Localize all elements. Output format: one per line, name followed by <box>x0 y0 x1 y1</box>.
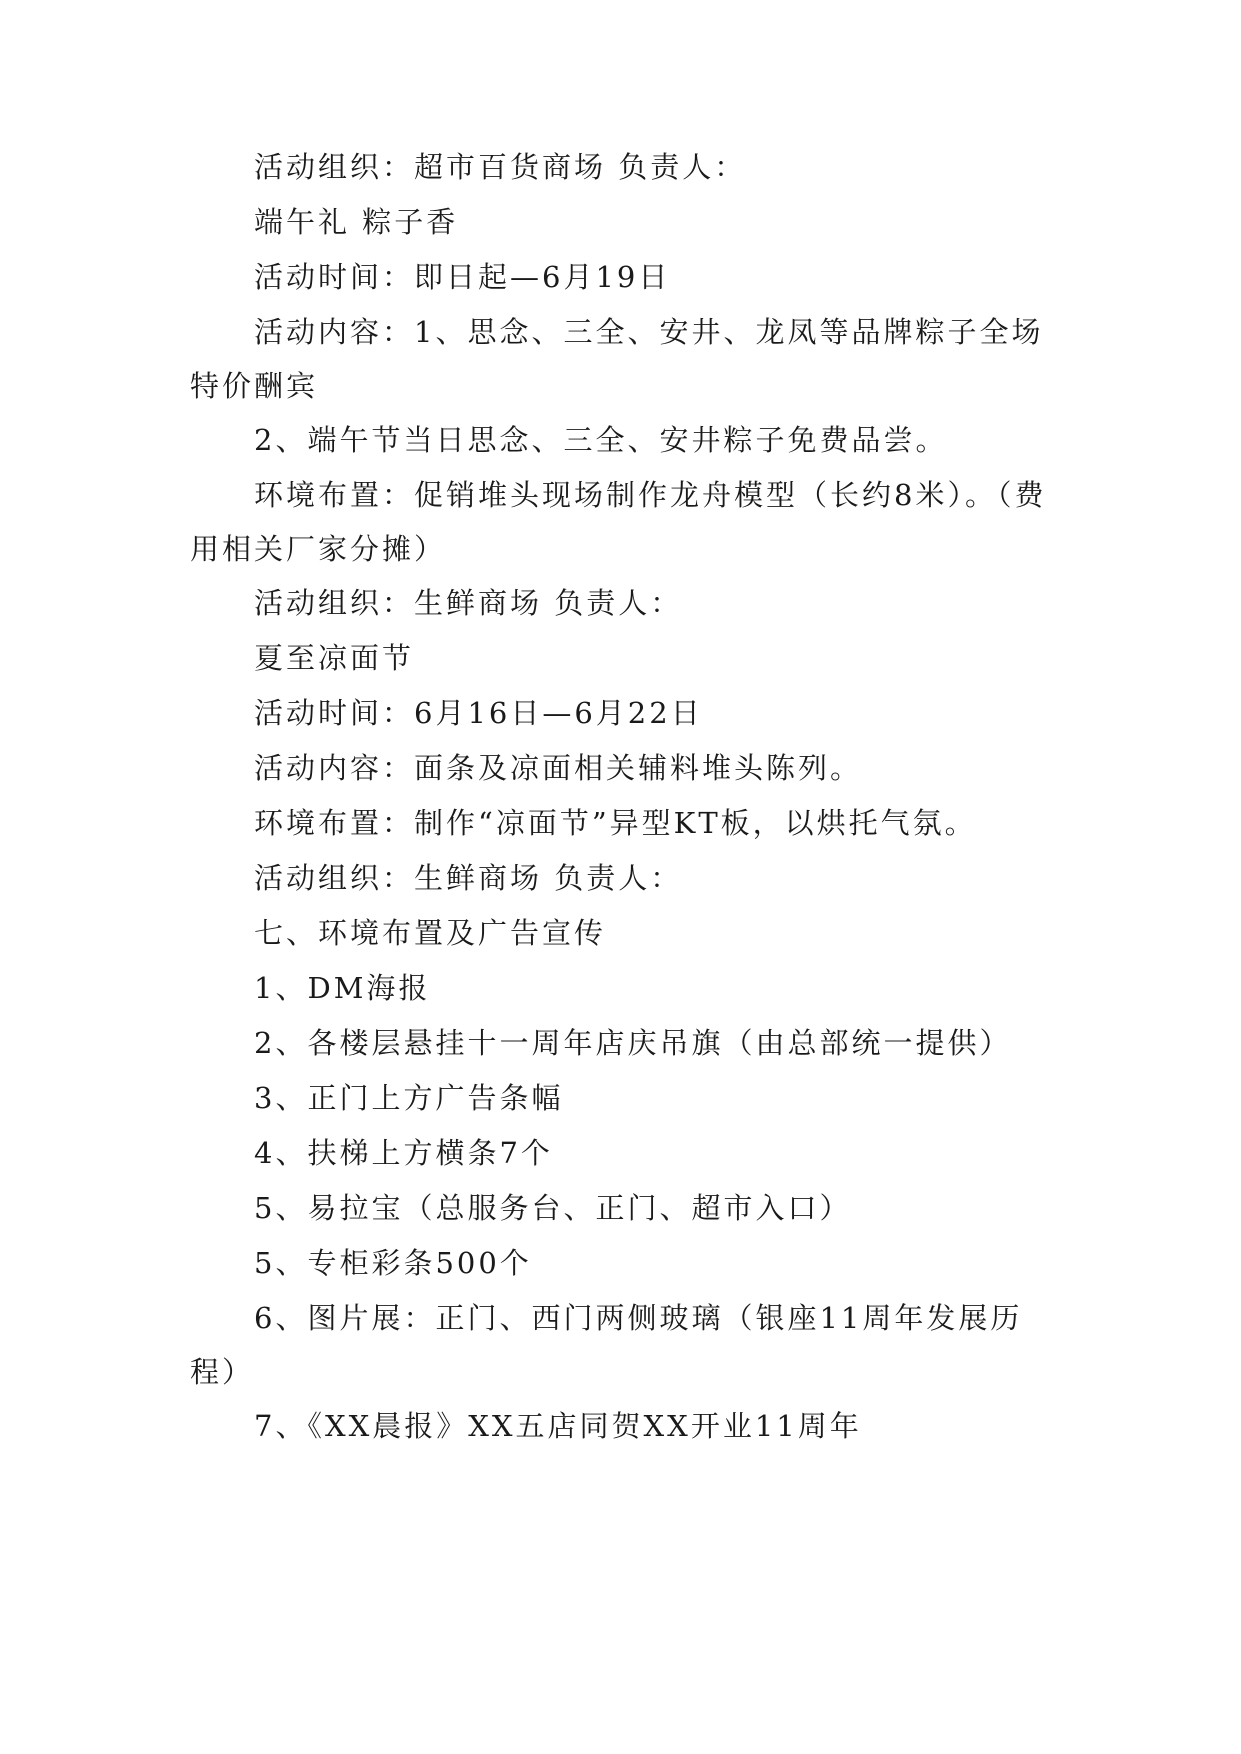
list-item-3: 3、正门上方广告条幅 <box>254 1081 564 1115</box>
list-item-2: 2、各楼层悬挂十一周年店庆吊旗（由总部统一提供） <box>254 1026 1012 1060</box>
paragraph-org-2: 活动组织：生鲜商场 负责人： <box>254 586 683 620</box>
paragraph-org-3: 活动组织：生鲜商场 负责人： <box>254 861 683 895</box>
list-item-1: 1、DM海报 <box>254 971 431 1005</box>
list-item-5: 5、易拉宝（总服务台、正门、超市入口） <box>254 1191 852 1225</box>
section-heading: 七、环境布置及广告宣传 <box>254 916 607 950</box>
paragraph-content-3: 活动内容：面条及凉面相关辅料堆头陈列。 <box>254 751 863 785</box>
paragraph-title-noodle: 夏至凉面节 <box>254 641 415 675</box>
paragraph-env-2: 环境布置：制作“凉面节”异型KT板，以烘托气氛。 <box>254 806 977 840</box>
paragraph-org-1: 活动组织：超市百货商场 负责人： <box>254 150 747 184</box>
paragraph-time-2: 活动时间：6月16日—6月22日 <box>254 696 703 730</box>
paragraph-time-1: 活动时间：即日起—6月19日 <box>254 260 671 294</box>
list-item-5b: 5、专柜彩条500个 <box>254 1246 532 1280</box>
paragraph-content-2: 2、端午节当日思念、三全、安井粽子免费品尝。 <box>254 423 948 457</box>
paragraph-title-dragon-boat: 端午礼 粽子香 <box>254 205 459 239</box>
list-item-7: 7、《XX晨报》XX五店同贺XX开业11周年 <box>254 1409 862 1443</box>
body-text <box>190 140 1050 1454</box>
paragraph-content-1: 活动内容：1、思念、三全、安井、龙凤等品牌粽子全场特价酬宾 <box>190 315 1044 403</box>
list-item-6: 6、图片展：正门、西门两侧玻璃（银座11周年发展历程） <box>190 1301 1023 1389</box>
paragraph-env-1: 环境布置：促销堆头现场制作龙舟模型（长约8米）。（费用相关厂家分摊） <box>190 478 1047 566</box>
list-item-4: 4、扶梯上方横条7个 <box>254 1136 553 1170</box>
